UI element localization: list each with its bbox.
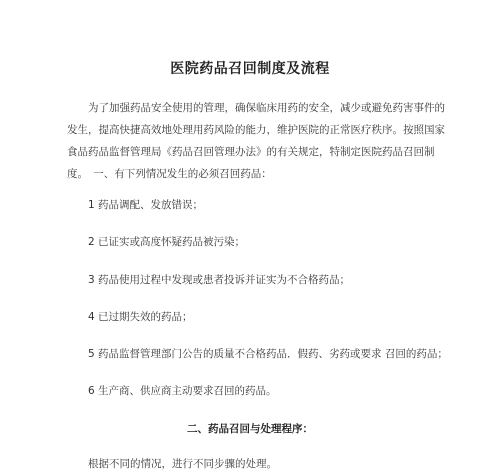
intro-paragraph: 为了加强药品安全使用的管理，确保临床用药的安全，减少或避免药害事件的发生，提高快捷高效地处理用药风险的能力，维护医院的正常医疗秩序。按照国家食品药品监督管理局《药品召回管理办法》的有关规定，特制定医院药品召回制度。 一、有下列情况发生的必须召回药品： xyxy=(67,102,445,180)
closing-paragraph: 根据不同的情况，进行不同步骤的处理。 xyxy=(88,458,277,470)
document-title: 医院药品召回制度及流程 xyxy=(170,61,330,77)
list-item: 1 药品调配、发放错误； xyxy=(88,199,204,211)
list-item: 4 已过期失效的药品； xyxy=(88,311,193,323)
list-item: 6 生产商、供应商主动要求召回的药品。 xyxy=(88,385,277,397)
list-item: 5 药品监督管理部门公告的质量不合格药品．假药、劣药或要求 召回的药品； xyxy=(88,348,448,360)
list-item: 2 已证实或高度怀疑药品被污染； xyxy=(88,236,246,248)
section-heading: 二、药品召回与处理程序： xyxy=(187,423,313,435)
list-item: 3 药品使用过程中发现或患者投诉并证实为不合格药品； xyxy=(88,274,351,286)
